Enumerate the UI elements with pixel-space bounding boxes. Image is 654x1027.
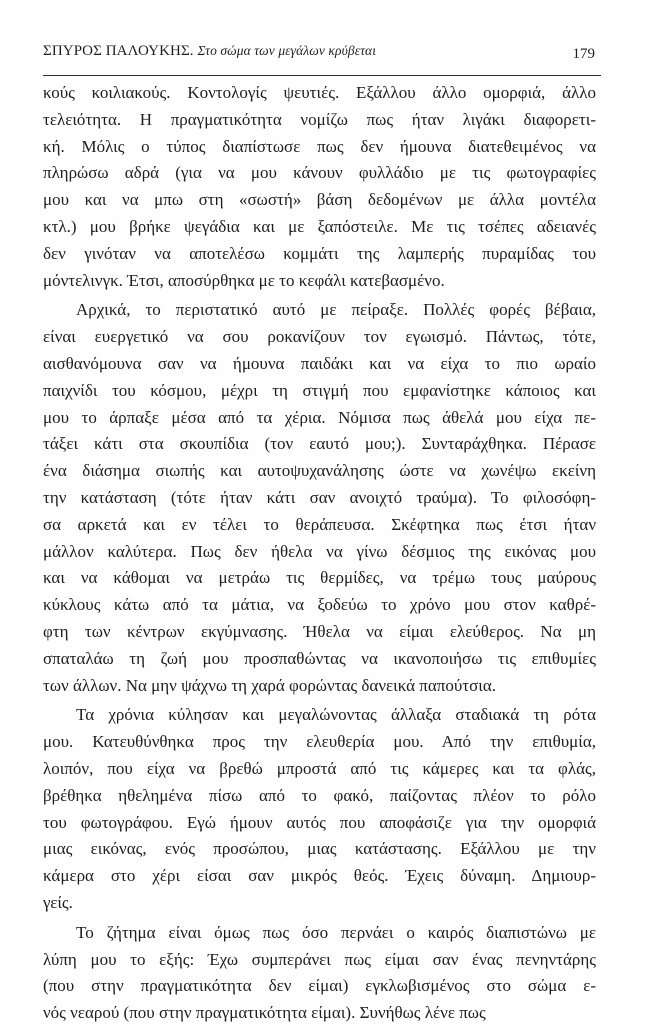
text-line: κάμερα στο χέρι είσαι σαν μικρός θεός. Έχεις δύναμη. Δημιουρ- <box>43 866 596 886</box>
text-line: γείς. <box>43 892 73 912</box>
paragraph <box>43 297 596 699</box>
text-line: Αρχικά, το περιστατικό αυτό με πείραξε. Πολλές φορές βέβαια, <box>76 300 596 320</box>
paragraph <box>43 920 596 1027</box>
text-line: βρέθηκα ηθελημένα πίσω από το φακό, παίζοντας πλέον το ρόλο <box>43 785 596 805</box>
text-line: κύκλους κάτω από τα μάτια, να ξοδεύω το χρόνο μου στον καθρέ- <box>43 595 596 615</box>
text-line: Το ζήτημα είναι όμως πως όσο περνάει ο καιρός διαπιστώνω με <box>76 922 596 942</box>
text-line: ένα διάσημα σιωπής και αυτοψυχανάλησης ώστε να χωνέψω εκείνη <box>43 461 596 481</box>
text-line: σπαταλάω τη ζωή μου προσπαθώντας να ικανοποιήσω τις επιθυμίες <box>43 648 596 668</box>
author-name: ΣΠΥΡΟΣ ΠΑΛΟΥΚΗΣ. <box>43 43 194 59</box>
text-line: λύπη μου το εξής: Έχω συμπεράνει πως είμαι σαν ένας πενηντάρης <box>43 949 596 969</box>
text-line: τάξει κάτι στα σκουπίδια (τον εαυτό μου;). Συνταράχθηκα. Πέρασε <box>43 434 596 454</box>
text-line: νός νεαρού (που στην πραγματικότητα είμαι). Συνήθως λένε πως <box>43 1003 486 1023</box>
text-line: φτη των κέντρων εκγύμνασης. Ήθελα να είμαι ελεύθερος. Να μη <box>43 621 596 641</box>
text-line: μου. Κατευθύνθηκα προς την ελευθερία μου. Από την επιθυμία, <box>43 732 596 752</box>
text-line: και να κάθομαι να μετράω τις θερμίδες, να τρέμω τους μαύρους <box>43 568 596 588</box>
text-line: είναι ευεργετικό να σου ροκανίζουν τον εγωισμό. Πάντως, τότε, <box>43 327 596 347</box>
body-text <box>43 80 596 1027</box>
paragraph <box>43 702 596 916</box>
text-line: μου και να μπω στη «σωστή» βάση δεδομένων με άλλα μοντέλα <box>43 190 596 210</box>
running-head-text <box>43 43 376 60</box>
text-line: (που στην πραγματικότητα δεν είμαι) εγκλωβισμένος στο σώμα ε- <box>43 976 596 996</box>
text-line: πληρώσω αδρά (για να μου κάνουν φυλλάδιο με τις φωτογραφίες <box>43 163 596 183</box>
text-line: κτλ.) μου βρήκε ψεγάδια και με ξαπόστειλε. Με τις τσέπες αδειανές <box>43 216 596 236</box>
text-line: των άλλων. Να μην ψάχνω τη χαρά φορώντας δανεικά παπούτσια. <box>43 675 497 695</box>
text-line: μάλλον καλύτερα. Πως δεν ήθελα να γίνω δέσμιος της εικόνας μου <box>43 541 596 561</box>
text-line: μου το άρπαξε μέσα από τα χέρια. Νόμισα πως άθελά μου είχα πε- <box>43 407 596 427</box>
text-line: μόντελινγκ. Έτσι, αποσύρθηκα με το κεφάλι κατεβασμένο. <box>43 270 445 290</box>
page-number: 179 <box>572 46 595 62</box>
paragraph <box>43 80 596 294</box>
text-line: Τα χρόνια κύλησαν και μεγαλώνοντας άλλαξα σταδιακά τη ρότα <box>76 705 596 725</box>
text-line: κή. Μόλις ο τύπος διαπίστωσε πως δεν ήμουνα διατεθειμένος να <box>43 136 596 156</box>
text-line: λοιπόν, που είχα να βρεθώ μπροστά από τις κάμερες και τα φλάς, <box>43 758 596 778</box>
text-line: δεν γινόταν να αποτελέσω κομμάτι της λαμπερής πυραμίδας του <box>43 243 596 263</box>
text-line: του φωτογράφου. Εγώ ήμουν αυτός που αποφάσιζε για την ομορφιά <box>43 812 596 832</box>
book-title: Στο σώμα των μεγάλων κρύβεται <box>197 43 377 58</box>
text-line: μιας εικόνας, ενός προσώπου, μιας κατάστασης. Εξάλλου με την <box>43 839 596 859</box>
text-line: σα αρκετά και εν τέλει το θεράπευσα. Σκέφτηκα πως έτσι ήταν <box>43 514 596 534</box>
text-line: αισθανόμουνα σαν να ήμουνα παιδάκι και να είχα το πιο ωραίο <box>43 353 596 373</box>
text-line: την κατάσταση (τότε ήταν κάτι σαν ανοιχτό τραύμα). Το φιλοσόφη- <box>43 487 596 507</box>
text-line: κούς κοιλιακούς. Κοντολογίς ψευτιές. Εξάλλου άλλο ομορφιά, άλλο <box>43 83 596 102</box>
text-line: τελειότητα. Η πραγματικότητα νομίζω πως ήταν λιγάκι διαφορετι- <box>43 109 596 129</box>
text-line: παιχνίδι του κόσμου, μέχρι τη στιγμή που εμφανίστηκε κάποιος και <box>43 380 596 400</box>
running-header <box>43 41 601 76</box>
